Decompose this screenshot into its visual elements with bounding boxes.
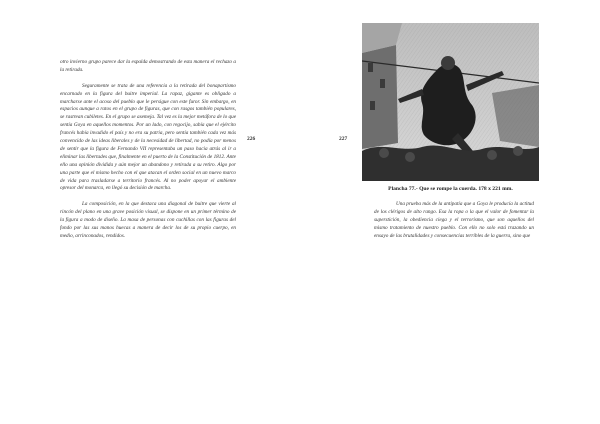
engraving-illustration [362,23,539,181]
page-number-right: 227 [339,136,348,142]
right-page-body [374,201,534,241]
plate-caption: Plancha 77.- Que se rompe la cuerda. 178 x 221 mm. [388,186,513,192]
right-paragraph: Una prueba más de la antipatía que a Goya le producía la actitud de los clérigos de alto rango. Esa la ropa o la que el valor de fomentar la superstición, la obediencia ciega y el terrorismo, que son aquellos del mismo tratamiento de nuestro pueblo. Con ello no solo está trazando un ensayo de las brutalidades y consecuencias terribles de la guerra, sino que [374,201,534,239]
left-paragraph: Seguramente se trata de una referencia a la retirada del bonapartismo encarnado en la figura del buitre imperial. La rapaz, gigante es obligado a marcharse ante el acoso del pueblo que le persigue con este furor. Sin embargo, en espacios aunque a ratos en el grupo de figuras, que con rasgos también populares, se rastrean cubiletes. En el grupo se asemeja. Tal vez es la mejor metáfora de lo que sentía Goya en aquellos momentos. Por un lado, con regocijo, sabía que el ejército francés había invadido el país y no era su patria, pero sentía también cada vez más convencido de las ideas liberales y de la necesidad de libertad, no podía por menos de sentir que la figura de Fernando VII representaba un paso hacia atrás al ir a eliminar las libertades que, finalmente en el puerto de la Constitución de 1812. Ante ello una opinión dividida y aún mejor un abandono y retirada a su retiro. Algo por una parte que el mismo hecho con el que atacan el orden social en un nuevo marco de vida para trasladarse a territorio francés. Al no poder apoyar el ambiente opresor del monarca, en llegó su decisión de marcha. [60,82,236,192]
engraving-plate [362,23,539,181]
right-page [300,0,600,424]
left-paragraph: La composición, en la que destaca una diagonal de buitre que vierte al rincón del plano en una grave posición visual, se dispone en un primer término de la figura a modo de diseño. La masa de personas con cuchillas con las figuras del fondo por las sus manos huecas a manera de decir los de su propio cuerpo, en medio, arrinconados, rendidos. [60,201,236,239]
page-number-left: 226 [247,136,256,142]
left-page-body [60,59,236,241]
left-paragraph: otro invierno grupo parece dar la espalda demostrando de esta manera el rechazo a la retirada. [60,59,236,73]
